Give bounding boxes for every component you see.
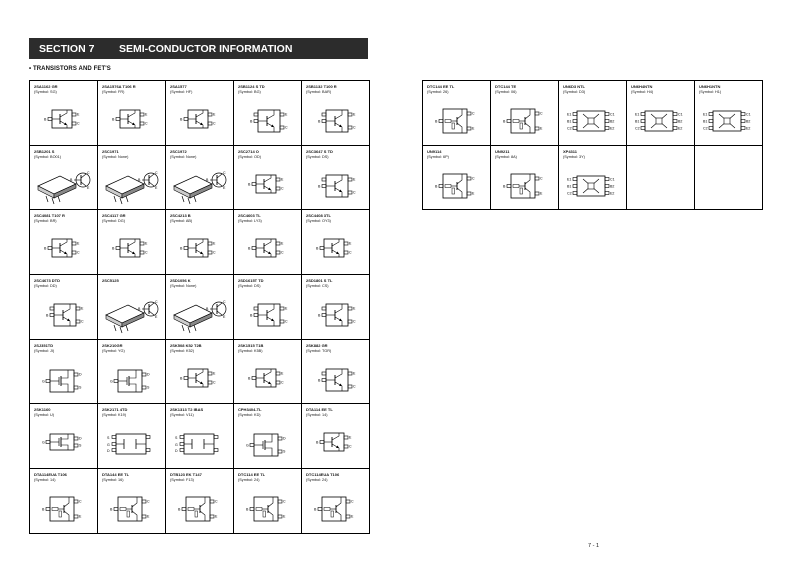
part-number: UN6D3 NTL: [563, 84, 586, 89]
svg-text:D: D: [79, 372, 82, 377]
marking-symbol: (Symbol: KD): [238, 413, 261, 418]
part-number: 2SK210GR: [102, 342, 123, 348]
svg-text:B1: B1: [635, 119, 640, 124]
left-cell-35: [302, 469, 370, 534]
svg-text:C: C: [351, 499, 354, 504]
svg-text:C: C: [155, 170, 158, 175]
svg-text:E: E: [472, 191, 475, 196]
svg-text:E: E: [540, 126, 543, 131]
svg-text:C1: C1: [610, 177, 615, 182]
svg-text:E1: E1: [567, 177, 572, 182]
part-number: 2SC1971: [102, 148, 119, 154]
part-number: DTA114EUA T106: [34, 472, 67, 478]
marking-symbol: (Symbol: 14): [34, 478, 56, 483]
marking-symbol: (Symbol: None): [170, 284, 197, 289]
part-number: 2SC5125: [102, 278, 119, 284]
marking-symbol: (Symbol: FR): [102, 90, 125, 94]
left-cell-5: [302, 81, 370, 146]
svg-text:B: B: [138, 177, 141, 182]
marking-symbol: (Symbol: U): [34, 413, 55, 418]
svg-text:E: E: [87, 185, 90, 190]
svg-text:C: C: [77, 121, 80, 126]
svg-text:E: E: [353, 112, 356, 117]
left-cell-28: [166, 404, 234, 469]
right-cell-8: [559, 146, 627, 211]
svg-text:B: B: [316, 246, 319, 251]
part-number: 2SK882 GR: [306, 342, 328, 348]
left-cell-14: [234, 210, 302, 275]
svg-text:C: C: [79, 499, 82, 504]
left-cell-6: [30, 146, 98, 211]
svg-text:B: B: [318, 184, 321, 189]
svg-text:B: B: [112, 117, 115, 122]
svg-text:B2: B2: [610, 119, 615, 124]
right-cell-10: [695, 146, 763, 211]
right-component-table: [422, 80, 763, 210]
svg-text:G: G: [175, 443, 178, 448]
svg-text:B: B: [318, 313, 321, 318]
right-cell-6: [423, 146, 491, 211]
svg-text:D: D: [147, 372, 150, 377]
marking-symbol: (Symbol: 6P): [427, 154, 449, 159]
svg-text:E: E: [215, 514, 218, 519]
svg-text:D: D: [283, 436, 286, 441]
part-number: 2SC1972: [170, 148, 187, 154]
marking-symbol: (Symbol: BAR): [306, 90, 332, 94]
part-number: 2SC4603 TL: [238, 213, 261, 219]
left-cell-18: [166, 275, 234, 340]
section-title: SEMI-CONDUCTOR INFORMATION: [119, 42, 293, 55]
left-cell-21: [30, 340, 98, 405]
right-cell-2: [491, 81, 559, 146]
left-cell-15: [302, 210, 370, 275]
right-cell-9: [627, 146, 695, 211]
left-cell-23: [166, 340, 234, 405]
svg-text:C: C: [353, 319, 356, 324]
svg-text:E: E: [213, 112, 216, 117]
svg-text:E: E: [281, 241, 284, 246]
svg-text:B: B: [206, 177, 209, 182]
marking-symbol: (Symbol: 14): [306, 413, 328, 418]
left-cell-20: [302, 275, 370, 340]
svg-text:E: E: [145, 241, 148, 246]
svg-text:C2: C2: [567, 126, 572, 131]
part-number: DTC114EUA T106: [306, 472, 340, 478]
part-number: 2SC3647 S TD: [306, 148, 333, 154]
marking-symbol: (Symbol: 8A): [495, 154, 517, 159]
part-number: 2SC2714 O: [238, 148, 259, 154]
svg-text:S: S: [107, 436, 110, 441]
part-number: UN6H1NTN: [699, 84, 721, 89]
svg-text:B: B: [180, 376, 183, 381]
marking-symbol: (Symbol: 26): [427, 90, 449, 94]
part-number: 2SC4408 3TL: [306, 213, 331, 219]
svg-text:C: C: [281, 250, 284, 255]
part-number: UN9211: [495, 148, 510, 154]
left-component-table: [29, 80, 370, 534]
svg-text:B2: B2: [610, 184, 615, 189]
svg-text:E: E: [155, 185, 158, 190]
svg-text:C: C: [81, 319, 84, 324]
svg-text:C: C: [281, 380, 284, 385]
part-number: 2SK1515 T1B: [238, 342, 264, 348]
svg-text:C1: C1: [746, 112, 751, 117]
page-number: 7 - 1: [588, 543, 600, 549]
svg-text:C: C: [213, 380, 216, 385]
svg-text:S: S: [79, 385, 82, 390]
left-cell-31: [30, 469, 98, 534]
svg-text:B: B: [503, 119, 506, 124]
part-number: DTB123 EK T147: [170, 472, 202, 478]
svg-text:B: B: [42, 507, 45, 512]
svg-text:S: S: [283, 449, 286, 454]
part-number: DTA144 EE TL: [102, 472, 130, 478]
marking-symbol: (Symbol: AB): [170, 219, 193, 224]
part-number: UN9114: [427, 148, 442, 154]
left-cell-24: [234, 340, 302, 405]
marking-symbol: (Symbol: H1): [699, 90, 722, 94]
part-number: DTC114 EE TL: [238, 472, 266, 478]
marking-symbol: (Symbol: H4): [631, 90, 654, 94]
svg-text:E: E: [77, 241, 80, 246]
marking-symbol: (Symbol: TGR): [306, 348, 332, 353]
svg-text:B2: B2: [746, 119, 751, 124]
marking-symbol: (Symbol: K52): [170, 348, 195, 353]
svg-text:C: C: [155, 300, 158, 305]
part-number: 2SK1313 T2 IBAS: [170, 407, 204, 413]
svg-text:C: C: [145, 121, 148, 126]
left-cell-22: [98, 340, 166, 405]
left-cell-29: [234, 404, 302, 469]
svg-text:E: E: [213, 241, 216, 246]
svg-text:B: B: [180, 117, 183, 122]
svg-text:E1: E1: [635, 112, 640, 117]
svg-text:S: S: [79, 443, 82, 448]
left-cell-13: [166, 210, 234, 275]
svg-text:B: B: [112, 246, 115, 251]
part-number: 2SC4117 GR: [102, 213, 126, 219]
svg-text:E: E: [281, 177, 284, 182]
left-cell-2: [98, 81, 166, 146]
part-number: 2SJ351TD: [34, 342, 54, 348]
svg-text:E: E: [213, 371, 216, 376]
part-number: 2SB1132 T100 R: [306, 84, 337, 89]
svg-text:G: G: [42, 440, 45, 445]
left-cell-19: [234, 275, 302, 340]
part-number: 2SC4673 DTD: [34, 278, 61, 284]
svg-text:E: E: [349, 241, 352, 246]
part-number: 2SK508 K52 T2B: [170, 342, 202, 348]
svg-text:E: E: [145, 112, 148, 117]
svg-text:B1: B1: [567, 119, 572, 124]
left-cell-3: [166, 81, 234, 146]
svg-text:C: C: [213, 250, 216, 255]
svg-text:G: G: [42, 379, 45, 384]
marking-symbol: (Symbol: D3): [563, 90, 586, 94]
svg-text:B: B: [44, 117, 47, 122]
svg-text:E: E: [281, 371, 284, 376]
svg-text:D: D: [175, 449, 178, 454]
left-cell-11: [30, 210, 98, 275]
marking-symbol: (Symbol: OY3): [306, 219, 331, 224]
section-number: SECTION 7: [39, 42, 95, 55]
left-cell-1: [30, 81, 98, 146]
svg-text:B1: B1: [567, 184, 572, 189]
svg-text:B: B: [180, 246, 183, 251]
svg-text:C: C: [223, 300, 226, 305]
marking-symbol: (Symbol: K19): [102, 413, 127, 418]
svg-text:B: B: [44, 246, 47, 251]
right-cell-4: [627, 81, 695, 146]
marking-symbol: (Symbol: BR): [34, 219, 57, 224]
svg-text:B: B: [248, 246, 251, 251]
svg-text:C2: C2: [703, 126, 708, 131]
right-cell-1: [423, 81, 491, 146]
marking-symbol: (Symbol: BG): [238, 90, 261, 94]
part-number: UN6H4NTN: [631, 84, 653, 89]
svg-text:E2: E2: [746, 126, 751, 131]
svg-text:C: C: [285, 319, 288, 324]
marking-symbol: (Symbol: HF): [170, 90, 193, 94]
left-cell-8: [166, 146, 234, 211]
part-number: 2SA1577: [170, 84, 187, 89]
svg-text:B1: B1: [703, 119, 708, 124]
svg-text:E: E: [472, 126, 475, 131]
svg-text:C: C: [87, 170, 90, 175]
marking-symbol: (Symbol: DS): [238, 284, 261, 289]
part-number: CPH3404-TL: [238, 407, 262, 413]
svg-text:E: E: [353, 306, 356, 311]
svg-text:E: E: [79, 514, 82, 519]
left-cell-9: [234, 146, 302, 211]
marking-symbol: (Symbol: CS): [306, 284, 329, 289]
svg-text:E: E: [351, 514, 354, 519]
svg-text:S: S: [175, 436, 178, 441]
svg-text:B: B: [250, 313, 253, 318]
svg-text:C: C: [353, 125, 356, 130]
svg-text:B2: B2: [678, 119, 683, 124]
marking-symbol: (Symbol: SG): [34, 90, 57, 94]
part-number: 2SC4213 B: [170, 213, 191, 219]
marking-symbol: (Symbol: BO01): [34, 154, 62, 159]
marking-symbol: (Symbol: OD): [238, 154, 261, 159]
left-cell-26: [30, 404, 98, 469]
marking-symbol: (Symbol: DD): [34, 284, 57, 289]
part-number: 2SC4081 T107 R: [34, 213, 65, 219]
svg-text:B: B: [435, 119, 438, 124]
svg-text:E: E: [353, 177, 356, 182]
svg-text:E1: E1: [567, 112, 572, 117]
svg-text:B: B: [138, 307, 141, 312]
left-cell-7: [98, 146, 166, 211]
left-cell-25: [302, 340, 370, 405]
svg-text:B: B: [318, 378, 321, 383]
svg-text:C: C: [213, 121, 216, 126]
svg-text:B: B: [248, 376, 251, 381]
svg-text:C1: C1: [610, 112, 615, 117]
svg-text:E: E: [77, 112, 80, 117]
svg-text:E2: E2: [610, 126, 615, 131]
svg-text:E: E: [349, 435, 352, 440]
marking-symbol: (Symbol: 3Y): [563, 154, 585, 159]
svg-text:B: B: [318, 119, 321, 124]
marking-symbol: (Symbol: 06): [495, 90, 517, 94]
marking-symbol: (Symbol: None): [102, 154, 129, 159]
svg-text:B: B: [70, 177, 73, 182]
svg-text:C: C: [540, 176, 543, 181]
left-cell-12: [98, 210, 166, 275]
svg-text:B: B: [206, 307, 209, 312]
right-cell-3: [559, 81, 627, 146]
part-number: 2SA1576A T106 R: [102, 84, 136, 89]
pinout-diagram: [98, 275, 166, 340]
part-number: DTC144 EE TL: [427, 84, 455, 89]
right-cell-7: [491, 146, 559, 211]
svg-text:C: C: [145, 250, 148, 255]
svg-text:E: E: [81, 306, 84, 311]
part-number: 2SK2171 4TD: [102, 407, 128, 413]
left-cell-30: [302, 404, 370, 469]
svg-text:D: D: [79, 436, 82, 441]
left-cell-32: [98, 469, 166, 534]
svg-text:C: C: [472, 111, 475, 116]
svg-text:B: B: [110, 507, 113, 512]
marking-symbol: (Symbol: LY3): [238, 219, 262, 224]
svg-text:G: G: [110, 379, 113, 384]
svg-text:S: S: [147, 385, 150, 390]
svg-text:C: C: [223, 170, 226, 175]
svg-text:E: E: [283, 514, 286, 519]
svg-text:B: B: [178, 507, 181, 512]
svg-text:C: C: [349, 444, 352, 449]
svg-text:E: E: [223, 315, 226, 320]
left-cell-17: [98, 275, 166, 340]
svg-text:E1: E1: [703, 112, 708, 117]
part-number: 2SB1124 S TD: [238, 84, 265, 89]
svg-text:E2: E2: [610, 191, 615, 196]
left-cell-33: [166, 469, 234, 534]
svg-text:E: E: [155, 315, 158, 320]
part-number: DTA114 EE TL: [306, 407, 333, 413]
left-cell-16: [30, 275, 98, 340]
svg-text:E: E: [285, 112, 288, 117]
svg-text:C2: C2: [567, 191, 572, 196]
svg-text:G: G: [107, 443, 110, 448]
left-cell-34: [234, 469, 302, 534]
svg-text:B: B: [314, 507, 317, 512]
marking-symbol: (Symbol: 24): [238, 478, 260, 483]
svg-text:C: C: [353, 384, 356, 389]
part-number: 2SD1801 S TL: [306, 278, 333, 284]
svg-text:B: B: [435, 184, 438, 189]
svg-text:E: E: [353, 371, 356, 376]
svg-text:B: B: [248, 182, 251, 187]
svg-text:B: B: [316, 440, 319, 445]
section-banner: [29, 38, 368, 59]
marking-symbol: (Symbol: 24): [306, 478, 328, 483]
part-number: 2SD1615T TD: [238, 278, 264, 284]
right-cell-5: [695, 81, 763, 146]
svg-text:C: C: [147, 499, 150, 504]
svg-text:B: B: [250, 119, 253, 124]
svg-text:C1: C1: [678, 112, 683, 117]
svg-text:C: C: [283, 499, 286, 504]
marking-symbol: (Symbol: DS): [306, 154, 329, 159]
left-cell-4: [234, 81, 302, 146]
part-number: DTC144 TE: [495, 84, 517, 89]
svg-text:E2: E2: [678, 126, 683, 131]
marking-symbol: (Symbol: K5B): [238, 348, 263, 353]
svg-text:C: C: [349, 250, 352, 255]
svg-text:C: C: [353, 190, 356, 195]
part-number: 2SK1160: [34, 407, 51, 413]
svg-text:B: B: [503, 184, 506, 189]
marking-symbol: (Symbol: DG): [102, 219, 125, 224]
svg-text:C2: C2: [635, 126, 640, 131]
svg-text:G: G: [246, 443, 249, 448]
marking-symbol: (Symbol: F13): [170, 478, 194, 483]
svg-text:C: C: [77, 250, 80, 255]
marking-symbol: (Symbol: 16): [102, 478, 124, 483]
marking-symbol: (Symbol: JI): [34, 348, 55, 353]
marking-symbol: (Symbol: YG): [102, 348, 125, 353]
svg-text:D: D: [107, 449, 110, 454]
svg-text:C: C: [540, 111, 543, 116]
svg-text:E: E: [223, 185, 226, 190]
svg-text:E: E: [285, 306, 288, 311]
left-cell-10: [302, 146, 370, 211]
svg-text:B: B: [246, 507, 249, 512]
svg-text:B: B: [46, 313, 49, 318]
marking-symbol: (Symbol: V11): [170, 413, 194, 418]
part-number: XP4311: [563, 148, 578, 154]
part-number: 2SD1056 K: [170, 278, 191, 284]
subheading: • TRANSISTORS AND FET'S: [29, 66, 111, 72]
marking-symbol: (Symbol: None): [170, 154, 197, 159]
part-number: 2SB1201 S: [34, 148, 55, 154]
left-cell-27: [98, 404, 166, 469]
svg-text:E: E: [147, 514, 150, 519]
svg-text:E: E: [540, 191, 543, 196]
svg-text:C: C: [281, 186, 284, 191]
svg-text:C: C: [215, 499, 218, 504]
svg-text:C: C: [472, 176, 475, 181]
svg-text:C: C: [285, 125, 288, 130]
part-number: 2SA1162 GR: [34, 84, 58, 89]
